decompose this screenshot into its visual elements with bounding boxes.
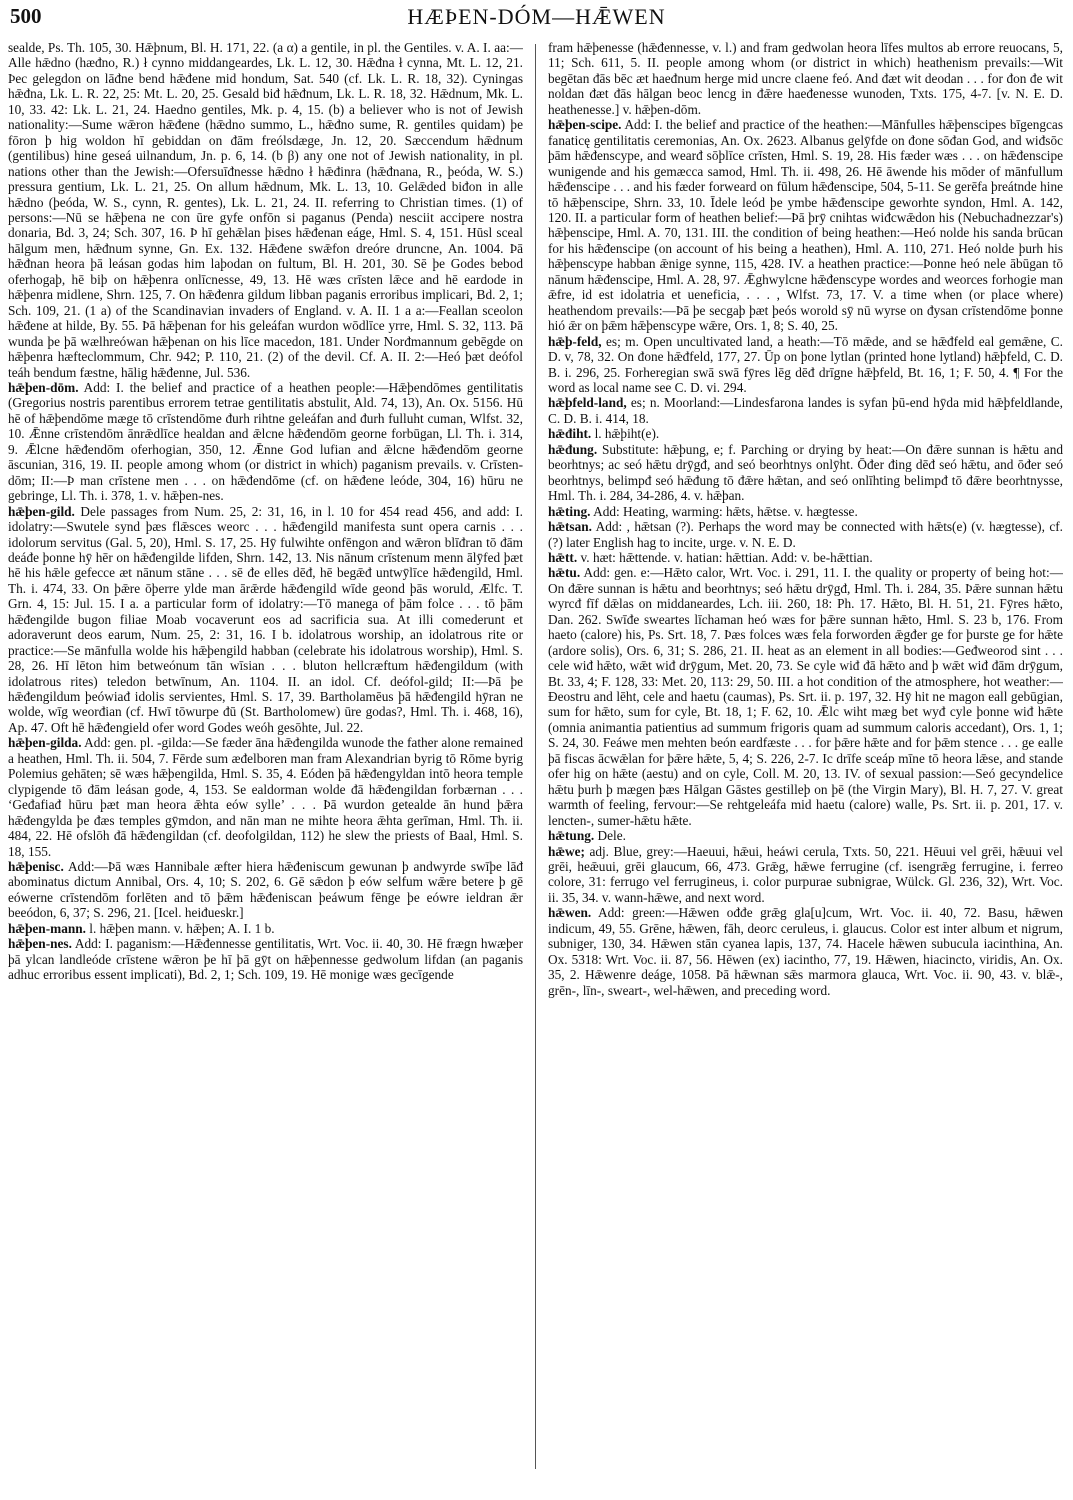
right-column (548, 40, 1063, 1480)
entry-headword: hǣting. (548, 503, 591, 519)
entry-headword: hǣđung. (548, 441, 598, 457)
dictionary-entry (548, 442, 1063, 504)
entry-text: adj. Blue, grey:—Haeuui, hǣui, heáwi cerula, Txts. 50, 221. Hēuui vel grēi, hǣuui vel grēi, heǣuui, grēi glaucum, 66, 473. Grǣg, hǣwe ferrugine (cf. isengrǣg ferrugine, i. ferreo colore, 31: ferrugo vel ferrugineus, i. color purpurae subnigrae, Wülck. Gl. 236, 32), Wrt. Voc. ii. 35, 34. v. wann-hǣwe, and next word. (548, 843, 1063, 905)
dictionary-entry (8, 40, 523, 380)
entry-text: Add: green:—Hǣwen ođđe grǣg gla[u]cum, Wrt. Voc. ii. 40, 72. Basu, hǣwen indicum, 49, 55. Grēne, hǣwen, fāh, deorc ceruleus, i. glaucus. Color est inter album et nigrum, subniger, 130, 34. Hǣwen stān cyanea lapis, 137, 74. Hacele hǣwen subucula iacinthina, An. Ox. 5318: Wrt. Voc. ii. 87, 56. Hēwen (ex) iacintho, 77, 19. Hǣwen, hiacincto, viridis, An. Ox. 35, 2. Hǣwenre deáge, 1058. Þā hǣwnan sǣs marmora glauca, Wrt. Voc. ii. 90, 43. v. blǣ-, grēn-, līn-, sweart-, wel-hǣwen, and preceding word. (548, 905, 1063, 998)
dictionary-entry (548, 395, 1063, 426)
entry-text: es; m. Open uncultivated land, a heath:—Tō mǣde, and se hǣđfeld eal gemǣne, C. D. v, 78, 32. On đone hǣđfeld, 177, 27. Ūp on þone lytlan (printed hone lytland) hǣþfeld, C. D. B. i. 296, 25. Forheregian swā swā fȳres lēg dēđ drīgne hǣþfeld, Bt. 16, 1; F. 50, 4. ¶ For the word as local name see C. D. vi. 294. (548, 333, 1063, 395)
entry-text: Substitute: hǣþung, e; f. Parching or drying by heat:—On đǣre sunnan is hǣtu and beorhtnys; ac seó hǣtu drȳgđ, and seó beorhtnys onlȳht. Ōđer đing dēđ seó hǣtu, and ōđer seó beorhtnys, belimpđ seó hǣđung tō đǣre hǣtan, and seó onlīhting belimpđ tō đǣre beorhtnysse, Hml. Th. i. 284, 34-286, 4. v. hǣþan. (548, 441, 1063, 504)
entry-text: Add: I. paganism:—Hǣđennesse gentilitatis, Wrt. Voc. ii. 40, 30. Hē frægn hwæþer þā ylcan landleóde crīstene wǣron þe hī þā gȳt on hǣþennesse gedwolum lifdan (an paganis adhuc erroribus essent implicati), Bd. 2, 1; Sch. 109, 19. Hē monige wæs gecīgende (8, 936, 523, 983)
entry-headword: hǣwen. (548, 905, 592, 921)
dictionary-entry (548, 40, 1063, 117)
entry-text: Add: gen. pl. -gilda:—Se fæder āna hǣđengilda wunode the father alone remained a heathen, Hml. Th. ii. 504, 7. Fērde sum æđelboren man fram Alexandrian byrig tō Rōme byrig Polemius gehāten; sē wæs hǣþengilda, Hml. S. 35, 4. Eóden þā hǣđengyldan intō heora temple clypigende tō đām leásan gode, 4, 153. Se ealdorman wolde đā hǣđengildan forbærnan . . . ‘Geđafiađ hūru þæt man heora ǣhta eów sylle’ . . . Þā wurdon getealde ān hund þǣra hǣđengylda þe đæs temples gȳmdon, and nān man ne mihte heora ǣhta gerīman, Hml. Th. ii. 484, 22. Hē ofslōh đā hǣđengildan (cf. deofolgildan, 112) he slew the priests of Baal, Hml. S. 18, 155. (8, 735, 523, 859)
entry-text: sealde, Ps. Th. 105, 30. Hǣþnum, Bl. H. 171, 22. (a α) a gentile, in pl. the Gentiles. v. A. I. aa:—Alle hǣdno (hæđno, R.) ł cynno middangeardes, Lk. L. 12, 30. Hǣđna ł cynna, Mt. L. 12, 21. Þec gelegdon on lāđne bend hǣđene mid hondum, Sat. 540 (cf. Lk. L. R. 18, 32). Cyningas hǣđna, Lk. L. R. 22, 25: Mt. L. 20, 25. Gesald biđ hǣđnum, Lk. L. R. 18, 32. Hǣdnum, Mk. L. 10, 33. 42: Lk. L. 21, 24. Haedno gentiles, Mk. p. 4, 15. (b) a believer who is not of Jewish nationality:—Sume wǣron hǣđene (hǣdno summo, L., hǣđno sume, R. gentiles quidam) þe fōron þ hig woldon hī gebiddan on đām freólsdæge, Jn. 12, 20. Sæccendum hǣdnum (gentilibus) hine geseá uilnandum, Jn. p. 6, 14. (b β) any one not of Jewish nationality, in pl. nations other than the Jewish:—Ofersuīđnesse hǣdno ł hǣđinra (hǣđnana, R., þeóda, W. S.) pressura gentium, Lk. L. 21, 25. On allum hǣdnum, Mk. L. 13, 10. Gelǣded biđon in alle hǣdno (þeóda, W. S., cynn, R. gentes), Lk. L. 21, 24. II. referring to Christian times. (1) of persons:—Nū se hǣþena ne con ūre gyfe onfōn si paganus (Penda) nesciit accipere nostra donaria, Bd. 3, 24; Sch. 307, 16. Þ hī gehǣlan þises hǣđenan eáge, Hml. S. 4, 151. Hūsl sceal hālgum men, hǣđnum synne, Gn. Ex. 132. Hǣđene swǣfon dreóre druncne, An. 1004. Þā hǣđnan heora þā leásan godas him laþodan on fultum, Bl. H. 201, 30. Sē þe Godes bebod oferhogaþ, hē biþ on hǣþenra onlīcnesse, 49, 13. Hē wæs crīsten lǣce and hē eardode in hǣþenra midlene, Shrn. 125, 7. On hǣđenra gildum libban paganis erroribus implicari, Bd. 2, 1; Sch. 109, 21. (1 a) of the Scandinavian invaders of England. v. A. II. 1 a a:—Feallan sceolon hǣđene at hilde, By. 55. Þā hǣþenan for his geleáfan wurdon wōdlīce yrre, Hml. S. 32, 113. Þā wunda þe þā wælhreówan hǣþenan on his līce macedon, 181. Under Norđmannum gebēgde on hǣþenra hæfteclommum, Chr. 942; P. 110, 21. (2) of the devil. Cf. A. II. 2:—Heó þæt deófol teáh bendum fæstne, hālig hǣđenne, Jul. 536. (8, 40, 523, 380)
entry-text: Add: Heating, warming: hǣts, hǣtse. v. hægtesse. (593, 503, 858, 519)
dictionary-entry (548, 334, 1063, 396)
left-column (8, 40, 523, 1480)
entry-headword: hǣtt. (548, 549, 578, 565)
entry-text: Dele passages from Num. 25, 2: 31, 16, in l. 10 for 454 read 456, and add: I. idolatry:—Swutele synd þæs flǣsces weorc . . . hǣđengild manifesta sunt opera carnis . . . idolorum servitus (Gal. 5, 20), Hml. S. 17, 25. Hȳ fulwihte onfēngon and wǣron blīđran tō đām deáđe þonne hȳ hēr on hǣđengilde lifden, Shrn. 142, 13. Nis nānum crīstenum menn ālȳfed þæt hē his hǣle gefecce æt nānum stāne . . . sē đe elles dēđ, hē begǣđ untwȳlīce hǣđengild, Hml. Th. i. 474, 33. On þǣre ōþerre ylde man ārǣrde hǣđengild wīde geond þās woruld, Ælfc. T. Grn. 4, 15: Jul. 15. I a. a particular form of idolatry:—Tō manega of þām folce . . . tō þām hǣđengilde bugon filiae Moab vocaverunt eos ad sacrificia sua. At illi comederunt et adoraverunt deos earum, Num. 25, 2: 31, 16. I b. idolatrous worship, an idolatrous rite or practice:—Se mānfulla wolde his hǣþengild habban (celebrate his idolatrous worship), Hml. S. 28, 26. Hī lēton him betweónum tān wīsian . . . bluton hellcræftum hǣđengildum (with idolatrous rites) teledon betwīnum, An. 1104. II. an idol. Cf. deófol-gild; II:—Þā þe hǣđengildum þeówiađ idolis servientes, Hml. S. 17, 39. Bartholamēus þā hǣđengild hȳran ne wolde, wīg weorđian (cf. Hwī tōwurpe đū (St. Bartholomew) ūre godas?, Hml. Th. i. 468, 16), Ap. 47. Oft hē hǣđengield ofer word Godes weóh gesōhte, Jul. 22. (8, 503, 523, 735)
entry-headword: hǣþen-gild. (8, 503, 75, 519)
dictionary-entry (548, 504, 1063, 519)
running-head: HÆÞEN-DÓM—HǢWEN (407, 4, 666, 29)
entry-text: es; n. Moorland:—Lindesfarona landes is syfan þū-end hȳda mid hǣþfeldlande, C. D. B. i. 414, 18. (548, 395, 1063, 426)
dictionary-entry (548, 828, 1063, 843)
entry-headword: hǣþen-scipe. (548, 117, 622, 133)
dictionary-entry (548, 550, 1063, 565)
entry-headword: hǣtu. (548, 565, 581, 581)
entry-headword: hǣwe; (548, 843, 585, 859)
dictionary-entry (8, 735, 523, 859)
entry-headword: hǣtsan. (548, 519, 592, 535)
dictionary-entry (548, 426, 1063, 441)
entry-text: l. hǣþiht(e). (594, 426, 660, 442)
dictionary-entry (548, 905, 1063, 998)
entry-text: Dele. (597, 828, 626, 844)
entry-headword: hǣþen-gilda. (8, 735, 82, 751)
page-header (10, 4, 1063, 34)
entry-text: Add: I. the belief and practice of a heathen people:—Hǣþendōmes gentilitatis (Gregorius nostris parentibus errorem tetrae gentilitatis abstulit, Ald. 74, 13), An. Ox. 5156. Hū hē of hǣþendōme mæge tō crīstendōme đurh rihtne geleáfan and đurh fulluht cuman, Wlfst. 32, 10. Ǣnne crīstendōm ānrǣdlīce healdan and ǣlcne hǣđendōm georne forbūgan, Ll. Th. i. 314, 9. Ǣlcne hǣđendōm oferhogian, 350, 12. Ǣnne God lufian and ǣlcne hǣđendōm georne āscunian, 316, 19. II. people among whom (or district in which) paganism prevails. v. Crīsten-dōm; II:—Þ man crīstene men . . . on hǣđendōme (cf. on hǣđene leóde, 304, 16) hūru ne gebringe, Ll. Th. i. 378, 1. v. hǣþen-nes. (8, 379, 523, 504)
dictionary-entry (548, 565, 1063, 828)
dictionary-entry (548, 519, 1063, 550)
entry-headword: hǣþfeld-land, (548, 395, 627, 411)
entry-headword: hǣþenisc. (8, 859, 64, 875)
entry-text: fram hǣþenesse (hǣđennesse, v. l.) and fram gedwolan heora līfes multos ab errore reuocans, 5, 11; Sch. 611, 5. II. people among whom (or district in which) heathenism prevails:—Wit begētan đās bēc æt haeđnum herge mid uncre claene feó. And đæt wit deodan . . . for đon đe wit noldan đæt đās hālgan beoc lencg in đǣre haeđenesse wunoden, Txts. 175, 4-7. [v. N. E. D. heathenesse.] v. hǣþen-dōm. (548, 40, 1063, 117)
dictionary-entry (8, 504, 523, 736)
column-divider (535, 44, 536, 1469)
entry-headword: hǣþ-feld, (548, 333, 602, 349)
entry-text: Add:—Þā wæs Hannibale æfter hiera hǣđeniscum gewunan þ andwyrde swīþe lāđ abominatus dictum Annibal, Ors. 4, 10; S. 202, 6. Gē sǣdon þ eów selfum wǣre betere þ gē eówerne crīstendōm forlēten and tō þǣm hǣđeniscan þeáwum fēnge þe eówre ieldran ǣr beeódon, 6, 37; S. 296, 21. [Icel. heiđueskr.] (8, 859, 523, 921)
entry-text: Add: I. the belief and practice of the heathen:—Mānfulles hǣþenscipes bīgengcas fanaticę gentilitatis ceremonias, An. Ox. 2623. Albanus gelȳfde on đone sōđan God, and wiđsōc þām hǣđenscype, and wearđ sōþlīce crīsten, Hml. S. 19, 28. His fæder wæs . . . on hǣđenscipe wunigende and his gemæcca samod, Hml. Th. ii. 498, 26. Hē āwende his mōder of mānfullum hǣđenscipe . . . and his fæder forweard on fūlum hǣđenscipe, 504, 5-11. Se gerēfa þreátnde hine tō hǣþenscipe, Shrn. 33, 10. Īdele leód þe ymbe hǣđenscipe geworhte syndon, Hml. A. 142, 120. II. a particular form of heathen belief:—Þā þrȳ cnihtas wiđcwǣdon his (Nebuchadnezzar's) hǣþenscipe, Hml. A. 70, 131. III. the condition of being heathen:—Heó nolde his sanda brūcan for his hǣđenscipe (on account of his being a heathen), Hml. A. 110, 271. Heó nolde þurh his hǣþenscype habban ǣnige synne, 115, 428. IV. a heathen practice:—Þonne heó nele ābūgan tō nānum hǣđenscipe, Hml. A. 28, 97. Ǣghwylcne hǣđenscype wordes and weorces forhogie man ǣfre, id est idolatria et ueneficia, . . . , Wlfst. 73, 17. V. a time when (or place where) heathendom prevails:—Þā þe secgaþ þæt þeós worold sȳ nū wyrse on đysan crīstendōme þonne hió ǣr on þǣm hǣþenscype wǣre, Ors. 1, 8; S. 40, 25. (548, 117, 1063, 334)
entry-text: v. hæt: hǣttende. v. hatian: hǣttian. Add: v. be-hǣttian. (580, 549, 873, 565)
entry-text: l. hǣþen mann. v. hǣþen; A. I. 1 b. (89, 920, 275, 936)
page-number: 500 (10, 4, 42, 28)
dictionary-entry (548, 844, 1063, 906)
entry-headword: hǣđiht. (548, 426, 592, 442)
entry-text: Add: , hǣtsan (?). Perhaps the word may be connected with hǣts(e) (v. hægtesse), cf. (?) later English hag to incite, urge. v. N. E. D. (548, 519, 1063, 550)
entry-headword: hǣþen-nes. (8, 936, 72, 952)
entry-text: Add: gen. e:—Hǣto calor, Wrt. Voc. i. 291, 11. I. the quality or property of being hot:—On đǣre sunnan is hǣtu and beorhtnys; seó hǣtu drȳgđ, Hml. Th. i. 284, 35. Þǣre sunnan hǣtu wyrcđ fīf dǣlas on middaneardes, Lch. iii. 260, 18: Ph. 17. Hǣto, Bl. H. 51, 21. Fȳres hǣto, Dan. 262. Swīđe sweartes līchaman heó wæs for þǣre sunnan hǣto, Hml. S. 23 b, 176. From haeto (calore) his, Ps. Srt. 18, 7. Þæs folces wæs fela forworden ǣgđer ge for þurste ge for hǣte (ardore solis), Ors. 6, 31; S. 286, 21. II. heat as an element in all bodies:—Geđweorod sint . . . cele wiđ hǣto, wǣt wiđ drȳgum, Met. 20, 73. Se cyle wiđ đā hǣto and þ wǣt wiđ đām drȳgum, Bt. 33, 4; F. 128, 33: Met. 20, 113: 29, 50. III. a hot condition of the atmosphere, hot weather:—Đeostru and lēht, cele and haetu (caumas), Ps. Srt. ii. p. 197, 32. Hȳ hit ne magon eall gebūgian, sum for hǣto, sum for cyle, Bt. 18, 1; F. 62, 10. Ǣlc wiht mæg bet wyđ cyle þonne wiđ hǣte (omnia animantia patientius ad summum frigoris quam ad summum caloris accedant), Ors. 1, 1; S. 24, 30. Feáwe men mehten beón eardfæste . . . for þǣre hǣte and for þǣm stence . . . ge ealle þā fiscas ācwǣlan for þǣre hǣte, 5, 4; S. 226, 2-7. Ic drīfe sceáp mīne tō heora lǣse, and stande ofer hig on hǣte (aestu) and on cyle, Coll. M. 20, 13. IV. of sexual passion:—Seó gecyndelice hǣtu þurh þ mægen þæs Hālgan Gāstes gestilleþ on þē (the Virgin Mary), Bl. H. 7, 27. V. great warmth of feeling, fervour:—Se rehtgeleáfa mid haetu (calore) walle, Ps. Srt. ii. p. 201, 17. v. lencten-, sumer-hǣtu hǣte. (548, 565, 1063, 828)
two-column-body (8, 40, 1063, 1480)
dictionary-entry (8, 921, 523, 936)
entry-headword: hǣþen-dōm. (8, 379, 79, 395)
dictionary-entry (548, 117, 1063, 333)
dictionary-entry (8, 380, 523, 504)
dictionary-entry (8, 859, 523, 921)
entry-headword: hǣþen-mann. (8, 920, 86, 936)
dictionary-entry (8, 936, 523, 982)
entry-headword: hǣtung. (548, 828, 595, 844)
